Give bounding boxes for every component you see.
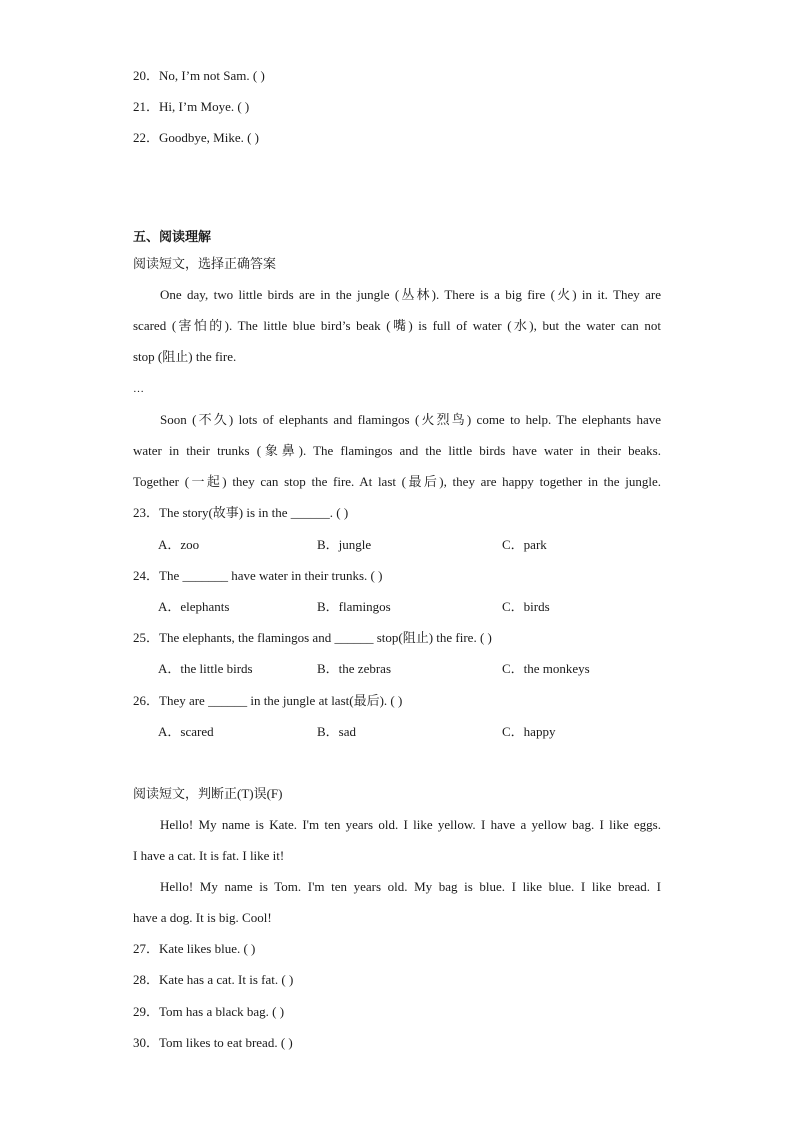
question-24: 24．The _______ have water in their trunks. ( ) (133, 568, 383, 583)
option-a: A．scared (158, 724, 214, 739)
passage2-line: I have a cat. It is fat. I like it! (133, 848, 285, 863)
question-22: 22．Goodbye, Mike. ( ) (133, 130, 260, 145)
ellipsis: … (133, 383, 144, 395)
section-title: 五、阅读理解 (133, 229, 212, 244)
option-a: A．zoo (158, 537, 200, 552)
question-21: 21．Hi, I’m Moye. ( ) (133, 99, 250, 114)
passage1-line: scared (害怕的). The little blue bird’s beak (嘴) is full of water (水), but the water can not (133, 318, 661, 333)
question-23: 23．The story(故事) is in the ______. ( ) (133, 505, 349, 520)
passage1-line: One day, two little birds are in the jungle (丛林). There is a big fire (火) in it. They are (160, 287, 661, 302)
option-c: C．birds (502, 599, 550, 614)
passage2-line: Hello! My name is Kate. I'm ten years old. I like yellow. I have a yellow bag. I like eggs. (160, 817, 661, 832)
option-a: A．elephants (158, 599, 230, 614)
option-b: B．sad (317, 724, 357, 739)
passage2-instruction: 阅读短文，判断正(T)误(F) (133, 786, 283, 801)
option-c: C．the monkeys (502, 661, 590, 676)
passage1b-line: Soon (不久) lots of elephants and flamingos (火烈鸟) come to help. The elephants have (160, 412, 661, 427)
passage1-instruction: 阅读短文，选择正确答案 (133, 256, 277, 271)
question-20: 20．No, I’m not Sam. ( ) (133, 68, 265, 83)
question-25: 25．The elephants, the flamingos and ______ stop(阻止) the fire. ( ) (133, 630, 492, 645)
question-28: 28．Kate has a cat. It is fat. ( ) (133, 972, 294, 987)
question-29: 29．Tom has a black bag. ( ) (133, 1004, 285, 1019)
question-30: 30．Tom likes to eat bread. ( ) (133, 1035, 293, 1050)
passage2-line: Hello! My name is Tom. I'm ten years old. My bag is blue. I like blue. I like bread. I (160, 879, 661, 894)
passage1b-line: water in their trunks (象鼻). The flamingos and the little birds have water in their beaks. (133, 443, 661, 458)
passage2-line: have a dog. It is big. Cool! (133, 910, 272, 925)
passage1-line: stop (阻止) the fire. (133, 349, 237, 364)
question-27: 27．Kate likes blue. ( ) (133, 941, 256, 956)
option-a: A．the little birds (158, 661, 253, 676)
question-26: 26．They are ______ in the jungle at last(最后). ( ) (133, 693, 403, 708)
option-c: C．park (502, 537, 547, 552)
option-c: C．happy (502, 724, 556, 739)
option-b: B．flamingos (317, 599, 391, 614)
passage1b-line: Together (一起) they can stop the fire. At last (最后), they are happy together in the jungle. (133, 474, 661, 489)
option-b: B．the zebras (317, 661, 392, 676)
option-b: B．jungle (317, 537, 372, 552)
